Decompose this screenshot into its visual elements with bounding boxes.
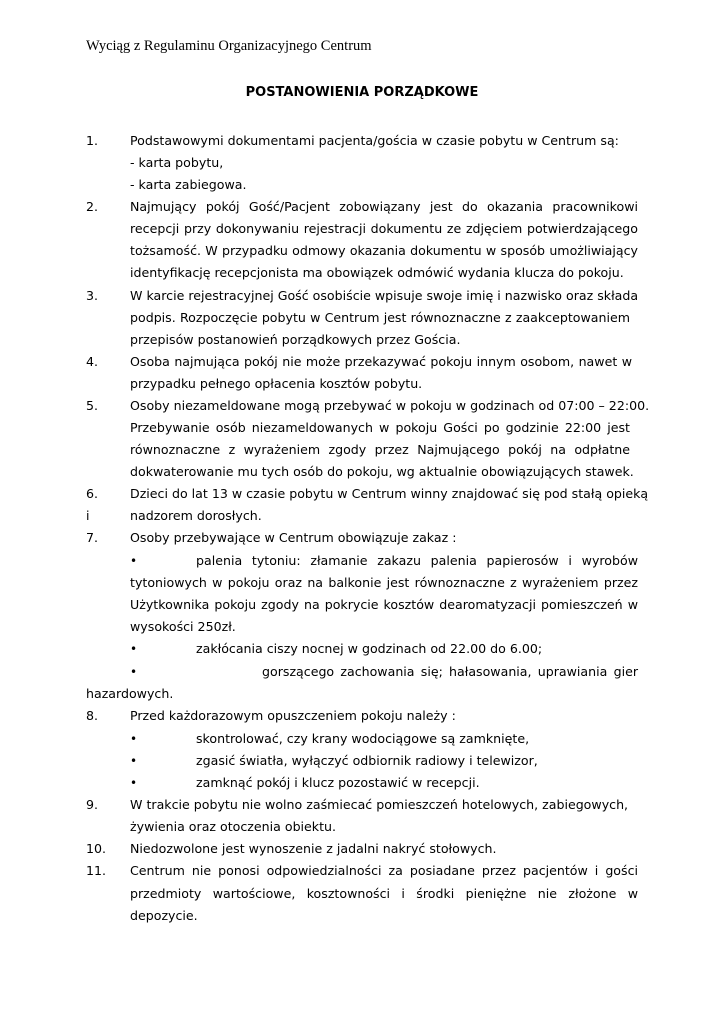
bullet-line: wysokości 250zł. — [130, 619, 236, 634]
item-line: Podstawowymi dokumentami pacjenta/gościa w czasie pobytu w Centrum są: — [130, 133, 619, 148]
item-number: 10. — [86, 841, 107, 856]
document-title: POSTANOWIENIA PORZĄDKOWE — [245, 85, 479, 100]
item-line: przedmioty wartościowe, kosztowności i środki pieniężne nie złożone w — [130, 886, 638, 901]
item-line: recepcji przy dokonywaniu rejestracji dokumentu ze zdjęciem potwierdzającego — [130, 221, 638, 236]
bullet-line: skontrolować, czy krany wodociągowe są zamknięte, — [196, 731, 530, 746]
item-line: tożsamość. W przypadku odmowy okazania dokumentu w sposób umożliwiający — [130, 243, 638, 258]
item-number: 4. — [86, 354, 99, 369]
item-line: - karta pobytu, — [130, 155, 224, 170]
bullet-icon: • — [130, 554, 138, 568]
item-number: 8. — [86, 708, 99, 723]
item-number: 5. — [86, 398, 99, 413]
item-line: równoznaczne z wyrażeniem zgody przez Najmującego pokój na odpłatne — [130, 442, 630, 457]
item-line: przypadku pełnego opłacenia kosztów pobytu. — [130, 376, 423, 391]
stray-letter: i — [86, 508, 90, 523]
item-line: Centrum nie ponosi odpowiedzialności za posiadane przez pacjentów i gości — [130, 863, 638, 878]
item-number: 11. — [86, 863, 107, 878]
bullet-line: zamknąć pokój i klucz pozostawić w recepcji. — [196, 775, 480, 790]
item-line: podpis. Rozpoczęcie pobytu w Centrum jest równoznaczne z zaakceptowaniem — [130, 310, 630, 325]
bullet-line: gorszącego zachowania się; hałasowania, uprawiania gier — [262, 664, 638, 679]
bullet-icon: • — [130, 776, 138, 790]
item-line: W karcie rejestracyjnej Gość osobiście wpisuje swoje imię i nazwisko oraz składa — [130, 288, 639, 303]
item-line: Przebywanie osób niezameldowanych w pokoju Gości po godzinie 22:00 jest — [130, 420, 630, 435]
bullet-line: palenia tytoniu: złamanie zakazu palenia papierosów i wyrobów — [196, 553, 638, 568]
item-number: 1. — [86, 133, 99, 148]
item-line: Osoby przebywające w Centrum obowiązuje zakaz : — [130, 530, 457, 545]
bullet-icon: • — [130, 732, 138, 746]
item-line: Osoby niezameldowane mogą przebywać w pokoju w godzinach od 07:00 – 22:00. — [130, 398, 650, 413]
item-number: 3. — [86, 288, 99, 303]
item-number: 6. — [86, 486, 99, 501]
item-line: depozycie. — [130, 908, 198, 923]
bullet-line: zakłócania ciszy nocnej w godzinach od 22.00 do 6.00; — [196, 641, 543, 656]
bullet-line: zgasić światła, wyłączyć odbiornik radiowy i telewizor, — [196, 753, 538, 768]
item-line: Najmujący pokój Gość/Pacjent zobowiązany jest do okazania pracownikowi — [130, 199, 638, 214]
item-line: żywienia oraz otoczenia obiektu. — [130, 819, 337, 834]
bullet-icon: • — [130, 754, 138, 768]
item-line: Osoba najmująca pokój nie może przekazywać pokoju innym osobom, nawet w — [130, 354, 632, 369]
item-line: identyfikację recepcjonista ma obowiązek odmówić wydania klucza do pokoju. — [130, 265, 624, 280]
item-number: 7. — [86, 530, 99, 545]
bullet-icon: • — [130, 665, 138, 679]
bullet-line: tytoniowych w pokoju oraz na balkonie jest równoznaczne z wyrażeniem przez — [130, 575, 638, 590]
document-header: Wyciąg z Regulaminu Organizacyjnego Centrum — [86, 38, 372, 54]
bullet-line: Użytkownika pokoju zgody na pokrycie kosztów dearomatyzacji pomieszczeń w — [130, 597, 638, 612]
bullet-icon: • — [130, 642, 138, 656]
item-line: nadzorem dorosłych. — [130, 508, 262, 523]
item-line: przepisów postanowień porządkowych przez Gościa. — [130, 332, 461, 347]
item-line: W trakcie pobytu nie wolno zaśmiecać pomieszczeń hotelowych, zabiegowych, — [130, 797, 629, 812]
item-number: 9. — [86, 797, 99, 812]
item-line: Niedozwolone jest wynoszenie z jadalni nakryć stołowych. — [130, 841, 497, 856]
bullet-line: hazardowych. — [86, 686, 174, 701]
item-line: - karta zabiegowa. — [130, 177, 247, 192]
item-line: dokwaterowanie mu tych osób do pokoju, wg aktualnie obowiązujących stawek. — [130, 464, 634, 479]
item-line: Dzieci do lat 13 w czasie pobytu w Centrum winny znajdować się pod stałą opieką — [130, 486, 649, 501]
item-number: 2. — [86, 199, 99, 214]
item-line: Przed każdorazowym opuszczeniem pokoju należy : — [130, 708, 456, 723]
